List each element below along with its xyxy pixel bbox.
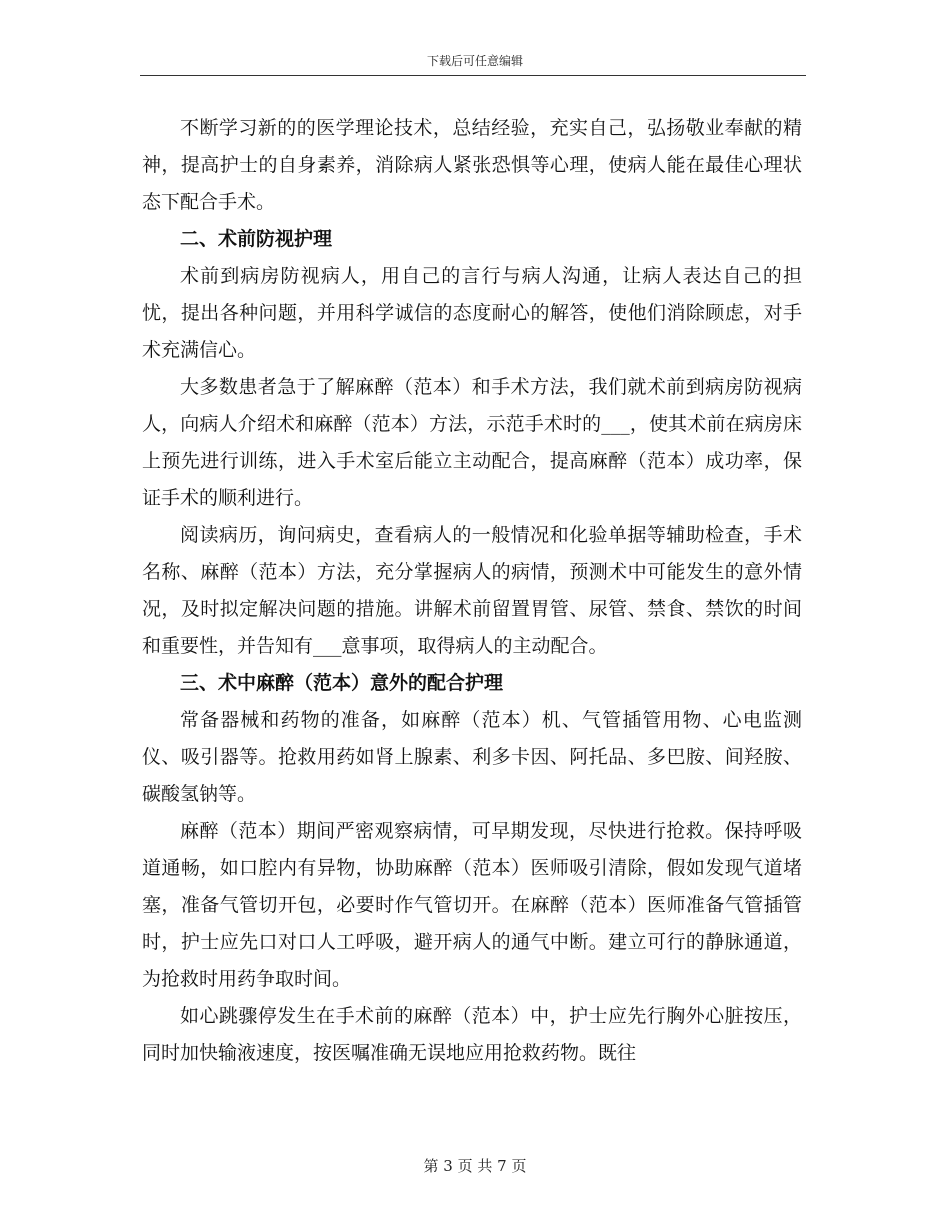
section-heading: 三、术中麻醉（范本）意外的配合护理: [180, 672, 504, 694]
page-header: 下载后可任意编辑: [426, 54, 523, 68]
paragraph: 阅读病历，询问病史，查看病人的一般情况和化验单据等辅助检查，手术名称、麻醉（范本）方法，充分掌握病人的病情，预测术中可能发生的意外情况，及时拟定解决问题的措施。讲解术前留置胃管、尿管、禁食、禁饮的时间和重要性，并告知有___意事项，取得病人的主动配合。: [142, 524, 802, 657]
document-body: [142, 110, 802, 1072]
header-rule: [140, 75, 806, 76]
paragraph: 术前到病房防视病人，用自己的言行与病人沟通，让病人表达自己的担忧，提出各种问题，并用科学诚信的态度耐心的解答，使他们消除顾虑，对手术充满信心。: [142, 265, 802, 361]
paragraph: 不断学习新的的医学理论技术，总结经验，充实自己，弘扬敬业奉献的精神，提高护士的自身素养，消除病人紧张恐惧等心理，使病人能在最佳心理状态下配合手术。: [142, 117, 802, 213]
page-number: 第 3 页 共 7 页: [423, 1157, 527, 1175]
paragraph: 如心跳骤停发生在手术前的麻醉（范本）中，护士应先行胸外心脏按压，同时加快输液速度，按医嘱准确无误地应用抢救药物。既往: [142, 1005, 802, 1064]
paragraph: 大多数患者急于了解麻醉（范本）和手术方法，我们就术前到病房防视病人，向病人介绍术和麻醉（范本）方法，示范手术时的___，使其术前在病房床上预先进行训练，进入手术室后能立主动配合，提高麻醉（范本）成功率，保证手术的顺利进行。: [142, 376, 802, 509]
paragraph: 麻醉（范本）期间严密观察病情，可早期发现，尽快进行抢救。保持呼吸道通畅，如口腔内有异物，协助麻醉（范本）医师吸引清除，假如发现气道堵塞，准备气管切开包，必要时作气管切开。在麻醉（范本）医师准备气管插管时，护士应先口对口人工呼吸，避开病人的通气中断。建立可行的静脉通道，为抢救时用药争取时间。: [142, 820, 802, 990]
section-heading: 二、术前防视护理: [180, 228, 333, 250]
paragraph: 常备器械和药物的准备，如麻醉（范本）机、气管插管用物、心电监测仪、吸引器等。抢救用药如肾上腺素、利多卡因、阿托品、多巴胺、间羟胺、碳酸氢钠等。: [142, 709, 802, 805]
